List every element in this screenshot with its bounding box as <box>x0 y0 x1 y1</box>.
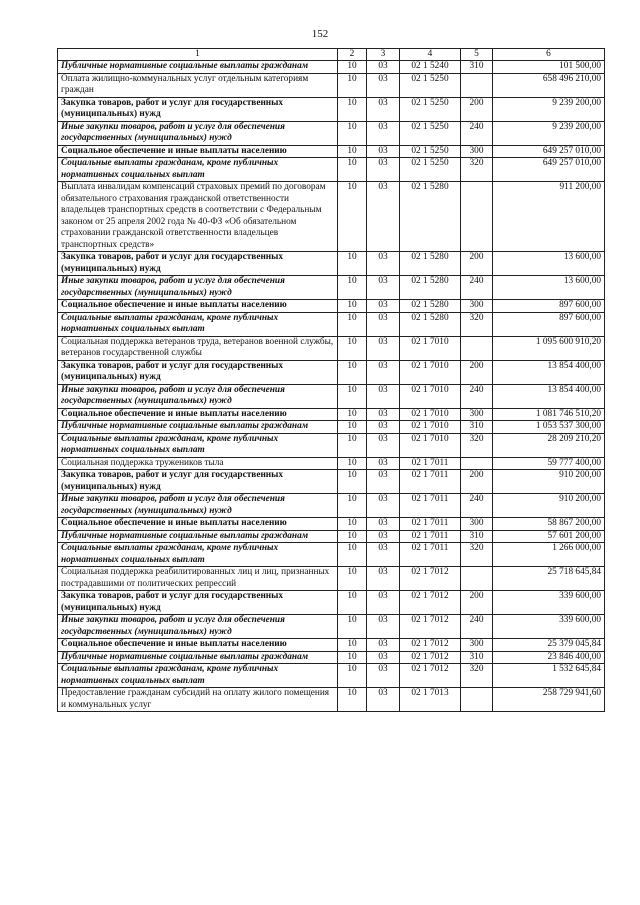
table-row <box>58 73 605 97</box>
row-subsection-cell: 03 <box>367 494 400 518</box>
row-target-code-cell: 02 1 5280 <box>400 252 461 276</box>
row-section-cell: 10 <box>338 300 367 313</box>
row-name-cell: Публичные нормативные социальные выплаты гражданам <box>58 530 338 543</box>
row-subsection-cell: 03 <box>367 567 400 591</box>
row-name-cell: Иные закупки товаров, работ и услуг для обеспечения государственных (муниципальных) нужд <box>58 121 338 145</box>
row-amount-cell: 339 600,00 <box>493 615 605 639</box>
row-expense-type-cell: 320 <box>461 312 493 336</box>
row-target-code-cell: 02 1 5250 <box>400 73 461 97</box>
row-expense-type-cell: 300 <box>461 639 493 652</box>
row-amount-cell: 59 777 400,00 <box>493 457 605 470</box>
row-target-code-cell: 02 1 7010 <box>400 408 461 421</box>
row-section-cell: 10 <box>338 457 367 470</box>
row-name-cell: Социальные выплаты гражданам, кроме публичных нормативных социальных выплат <box>58 543 338 567</box>
row-subsection-cell: 03 <box>367 518 400 531</box>
row-name-cell: Закупка товаров, работ и услуг для государственных (муниципальных) нужд <box>58 252 338 276</box>
row-subsection-cell: 03 <box>367 470 400 494</box>
row-subsection-cell: 03 <box>367 543 400 567</box>
row-section-cell: 10 <box>338 97 367 121</box>
row-target-code-cell: 02 1 7010 <box>400 384 461 408</box>
row-target-code-cell: 02 1 7012 <box>400 639 461 652</box>
row-subsection-cell: 03 <box>367 639 400 652</box>
row-subsection-cell: 03 <box>367 408 400 421</box>
row-section-cell: 10 <box>338 530 367 543</box>
row-subsection-cell: 03 <box>367 433 400 457</box>
table-row <box>58 182 605 252</box>
row-name-cell: Социальное обеспечение и иные выплаты населению <box>58 408 338 421</box>
row-expense-type-cell: 300 <box>461 518 493 531</box>
row-name-cell: Выплата инвалидам компенсаций страховых премий по договорам обязательного страхования гражданской ответственности владельцев транспортных средств в соответствии с Федеральным законом от 25 апреля 2002 года № 40-ФЗ «Об обязательном страховании гражданской ответственности владельцев транспортных средств» <box>58 182 338 252</box>
budget-table <box>57 48 605 712</box>
row-subsection-cell: 03 <box>367 457 400 470</box>
row-name-cell: Закупка товаров, работ и услуг для государственных (муниципальных) нужд <box>58 591 338 615</box>
table-row <box>58 457 605 470</box>
row-target-code-cell: 02 1 5250 <box>400 158 461 182</box>
row-expense-type-cell <box>461 182 493 252</box>
row-subsection-cell: 03 <box>367 591 400 615</box>
row-amount-cell: 339 600,00 <box>493 591 605 615</box>
row-amount-cell: 897 600,00 <box>493 312 605 336</box>
row-amount-cell: 649 257 010,00 <box>493 145 605 158</box>
row-target-code-cell: 02 1 7011 <box>400 543 461 567</box>
row-section-cell: 10 <box>338 615 367 639</box>
row-section-cell: 10 <box>338 158 367 182</box>
row-expense-type-cell: 240 <box>461 384 493 408</box>
row-target-code-cell: 02 1 7012 <box>400 591 461 615</box>
row-expense-type-cell: 310 <box>461 651 493 664</box>
row-target-code-cell: 02 1 7012 <box>400 615 461 639</box>
row-expense-type-cell: 240 <box>461 276 493 300</box>
row-amount-cell: 13 600,00 <box>493 252 605 276</box>
row-target-code-cell: 02 1 7012 <box>400 664 461 688</box>
row-section-cell: 10 <box>338 639 367 652</box>
table-row <box>58 336 605 360</box>
row-subsection-cell: 03 <box>367 360 400 384</box>
row-amount-cell: 9 239 200,00 <box>493 121 605 145</box>
row-expense-type-cell: 320 <box>461 664 493 688</box>
row-subsection-cell: 03 <box>367 384 400 408</box>
row-name-cell: Предоставление гражданам субсидий на оплату жилого помещения и коммунальных услуг <box>58 688 338 712</box>
row-name-cell: Закупка товаров, работ и услуг для государственных (муниципальных) нужд <box>58 470 338 494</box>
row-amount-cell: 911 200,00 <box>493 182 605 252</box>
table-row <box>58 408 605 421</box>
row-subsection-cell: 03 <box>367 145 400 158</box>
table-row <box>58 688 605 712</box>
row-expense-type-cell: 310 <box>461 530 493 543</box>
row-name-cell: Социальная поддержка реабилитированных лиц и лиц, признанных пострадавшими от политических репрессий <box>58 567 338 591</box>
row-section-cell: 10 <box>338 494 367 518</box>
table-row <box>58 158 605 182</box>
table-row <box>58 252 605 276</box>
row-expense-type-cell: 310 <box>461 61 493 74</box>
row-subsection-cell: 03 <box>367 276 400 300</box>
row-expense-type-cell <box>461 336 493 360</box>
row-amount-cell: 910 200,00 <box>493 494 605 518</box>
row-subsection-cell: 03 <box>367 421 400 434</box>
table-row <box>58 530 605 543</box>
table-row <box>58 615 605 639</box>
table-row <box>58 664 605 688</box>
row-section-cell: 10 <box>338 61 367 74</box>
table-row <box>58 97 605 121</box>
row-name-cell: Социальные выплаты гражданам, кроме публичных нормативных социальных выплат <box>58 664 338 688</box>
row-target-code-cell: 02 1 5280 <box>400 300 461 313</box>
row-target-code-cell: 02 1 5240 <box>400 61 461 74</box>
row-name-cell: Иные закупки товаров, работ и услуг для обеспечения государственных (муниципальных) нужд <box>58 276 338 300</box>
row-amount-cell: 910 200,00 <box>493 470 605 494</box>
row-expense-type-cell: 310 <box>461 421 493 434</box>
row-subsection-cell: 03 <box>367 336 400 360</box>
row-amount-cell: 25 718 645,84 <box>493 567 605 591</box>
row-target-code-cell: 02 1 7011 <box>400 494 461 518</box>
row-section-cell: 10 <box>338 408 367 421</box>
row-expense-type-cell: 200 <box>461 470 493 494</box>
table-header-row <box>58 49 605 61</box>
row-amount-cell: 658 496 210,00 <box>493 73 605 97</box>
row-subsection-cell: 03 <box>367 300 400 313</box>
table-row <box>58 651 605 664</box>
row-section-cell: 10 <box>338 470 367 494</box>
row-amount-cell: 1 053 537 300,00 <box>493 421 605 434</box>
row-amount-cell: 28 209 210,20 <box>493 433 605 457</box>
row-expense-type-cell: 200 <box>461 97 493 121</box>
row-subsection-cell: 03 <box>367 615 400 639</box>
row-section-cell: 10 <box>338 384 367 408</box>
row-target-code-cell: 02 1 5250 <box>400 145 461 158</box>
column-header: 1 <box>58 49 338 61</box>
row-name-cell: Социальная поддержка тружеников тыла <box>58 457 338 470</box>
column-header: 5 <box>461 49 493 61</box>
row-subsection-cell: 03 <box>367 121 400 145</box>
row-expense-type-cell: 200 <box>461 360 493 384</box>
row-section-cell: 10 <box>338 312 367 336</box>
row-expense-type-cell <box>461 567 493 591</box>
row-section-cell: 10 <box>338 421 367 434</box>
row-target-code-cell: 02 1 7011 <box>400 457 461 470</box>
row-subsection-cell: 03 <box>367 61 400 74</box>
column-header: 4 <box>400 49 461 61</box>
row-name-cell: Социальное обеспечение и иные выплаты населению <box>58 300 338 313</box>
row-name-cell: Социальное обеспечение и иные выплаты населению <box>58 145 338 158</box>
row-expense-type-cell <box>461 688 493 712</box>
row-target-code-cell: 02 1 7012 <box>400 567 461 591</box>
row-expense-type-cell: 200 <box>461 591 493 615</box>
table-row <box>58 121 605 145</box>
row-subsection-cell: 03 <box>367 688 400 712</box>
row-amount-cell: 1 532 645,84 <box>493 664 605 688</box>
row-expense-type-cell <box>461 73 493 97</box>
row-expense-type-cell: 300 <box>461 300 493 313</box>
row-target-code-cell: 02 1 7010 <box>400 360 461 384</box>
row-target-code-cell: 02 1 5250 <box>400 97 461 121</box>
table-row <box>58 145 605 158</box>
column-header: 6 <box>493 49 605 61</box>
row-name-cell: Оплата жилищно-коммунальных услуг отдельным категориям граждан <box>58 73 338 97</box>
row-target-code-cell: 02 1 7011 <box>400 530 461 543</box>
row-amount-cell: 13 854 400,00 <box>493 360 605 384</box>
row-section-cell: 10 <box>338 664 367 688</box>
row-name-cell: Закупка товаров, работ и услуг для государственных (муниципальных) нужд <box>58 360 338 384</box>
row-target-code-cell: 02 1 7011 <box>400 470 461 494</box>
row-name-cell: Публичные нормативные социальные выплаты гражданам <box>58 421 338 434</box>
row-section-cell: 10 <box>338 182 367 252</box>
row-subsection-cell: 03 <box>367 158 400 182</box>
row-subsection-cell: 03 <box>367 182 400 252</box>
row-expense-type-cell: 320 <box>461 543 493 567</box>
row-name-cell: Социальные выплаты гражданам, кроме публичных нормативных социальных выплат <box>58 312 338 336</box>
row-amount-cell: 9 239 200,00 <box>493 97 605 121</box>
row-name-cell: Социальные выплаты гражданам, кроме публичных нормативных социальных выплат <box>58 158 338 182</box>
row-target-code-cell: 02 1 7013 <box>400 688 461 712</box>
table-row <box>58 360 605 384</box>
row-expense-type-cell: 300 <box>461 408 493 421</box>
row-expense-type-cell: 320 <box>461 433 493 457</box>
row-target-code-cell: 02 1 7010 <box>400 421 461 434</box>
row-expense-type-cell: 200 <box>461 252 493 276</box>
row-amount-cell: 25 379 045,84 <box>493 639 605 652</box>
row-expense-type-cell <box>461 457 493 470</box>
row-amount-cell: 649 257 010,00 <box>493 158 605 182</box>
row-section-cell: 10 <box>338 276 367 300</box>
row-name-cell: Иные закупки товаров, работ и услуг для обеспечения государственных (муниципальных) нужд <box>58 615 338 639</box>
row-expense-type-cell: 240 <box>461 615 493 639</box>
row-subsection-cell: 03 <box>367 651 400 664</box>
row-amount-cell: 897 600,00 <box>493 300 605 313</box>
row-subsection-cell: 03 <box>367 530 400 543</box>
row-section-cell: 10 <box>338 567 367 591</box>
row-section-cell: 10 <box>338 433 367 457</box>
row-expense-type-cell: 300 <box>461 145 493 158</box>
row-section-cell: 10 <box>338 591 367 615</box>
row-amount-cell: 1 095 600 910,20 <box>493 336 605 360</box>
row-name-cell: Публичные нормативные социальные выплаты гражданам <box>58 61 338 74</box>
row-amount-cell: 101 500,00 <box>493 61 605 74</box>
row-amount-cell: 57 601 200,00 <box>493 530 605 543</box>
row-section-cell: 10 <box>338 252 367 276</box>
row-section-cell: 10 <box>338 121 367 145</box>
table-row <box>58 433 605 457</box>
table-row <box>58 567 605 591</box>
row-name-cell: Иные закупки товаров, работ и услуг для обеспечения государственных (муниципальных) нужд <box>58 384 338 408</box>
row-target-code-cell: 02 1 5250 <box>400 121 461 145</box>
table-row <box>58 494 605 518</box>
row-section-cell: 10 <box>338 651 367 664</box>
row-target-code-cell: 02 1 7010 <box>400 433 461 457</box>
table-row <box>58 639 605 652</box>
table-row <box>58 276 605 300</box>
table-row <box>58 518 605 531</box>
row-subsection-cell: 03 <box>367 73 400 97</box>
row-expense-type-cell: 240 <box>461 121 493 145</box>
table-row <box>58 421 605 434</box>
column-header: 3 <box>367 49 400 61</box>
table-row <box>58 61 605 74</box>
row-amount-cell: 258 729 941,60 <box>493 688 605 712</box>
table-row <box>58 470 605 494</box>
row-name-cell: Закупка товаров, работ и услуг для государственных (муниципальных) нужд <box>58 97 338 121</box>
table-row <box>58 384 605 408</box>
table-body <box>58 61 605 712</box>
row-section-cell: 10 <box>338 145 367 158</box>
row-subsection-cell: 03 <box>367 312 400 336</box>
row-name-cell: Социальные выплаты гражданам, кроме публичных нормативных социальных выплат <box>58 433 338 457</box>
table-row <box>58 312 605 336</box>
row-expense-type-cell: 240 <box>461 494 493 518</box>
page-number: 152 <box>311 28 329 40</box>
row-expense-type-cell: 320 <box>461 158 493 182</box>
row-section-cell: 10 <box>338 73 367 97</box>
row-target-code-cell: 02 1 5280 <box>400 182 461 252</box>
row-amount-cell: 1 081 746 510,20 <box>493 408 605 421</box>
row-section-cell: 10 <box>338 688 367 712</box>
row-name-cell: Социальное обеспечение и иные выплаты населению <box>58 518 338 531</box>
column-header: 2 <box>338 49 367 61</box>
row-name-cell: Социальное обеспечение и иные выплаты населению <box>58 639 338 652</box>
row-target-code-cell: 02 1 5280 <box>400 276 461 300</box>
row-section-cell: 10 <box>338 336 367 360</box>
table-row <box>58 591 605 615</box>
row-amount-cell: 13 854 400,00 <box>493 384 605 408</box>
row-section-cell: 10 <box>338 543 367 567</box>
row-subsection-cell: 03 <box>367 97 400 121</box>
row-amount-cell: 58 867 200,00 <box>493 518 605 531</box>
row-subsection-cell: 03 <box>367 252 400 276</box>
table-row <box>58 300 605 313</box>
row-target-code-cell: 02 1 5280 <box>400 312 461 336</box>
row-section-cell: 10 <box>338 360 367 384</box>
row-target-code-cell: 02 1 7011 <box>400 518 461 531</box>
row-amount-cell: 13 600,00 <box>493 276 605 300</box>
row-amount-cell: 1 266 000,00 <box>493 543 605 567</box>
row-name-cell: Публичные нормативные социальные выплаты гражданам <box>58 651 338 664</box>
row-amount-cell: 23 846 400,00 <box>493 651 605 664</box>
row-name-cell: Иные закупки товаров, работ и услуг для обеспечения государственных (муниципальных) нужд <box>58 494 338 518</box>
row-subsection-cell: 03 <box>367 664 400 688</box>
row-name-cell: Социальная поддержка ветеранов труда, ветеранов военной службы, ветеранов государственной службы <box>58 336 338 360</box>
row-target-code-cell: 02 1 7010 <box>400 336 461 360</box>
table-row <box>58 543 605 567</box>
row-target-code-cell: 02 1 7012 <box>400 651 461 664</box>
row-section-cell: 10 <box>338 518 367 531</box>
